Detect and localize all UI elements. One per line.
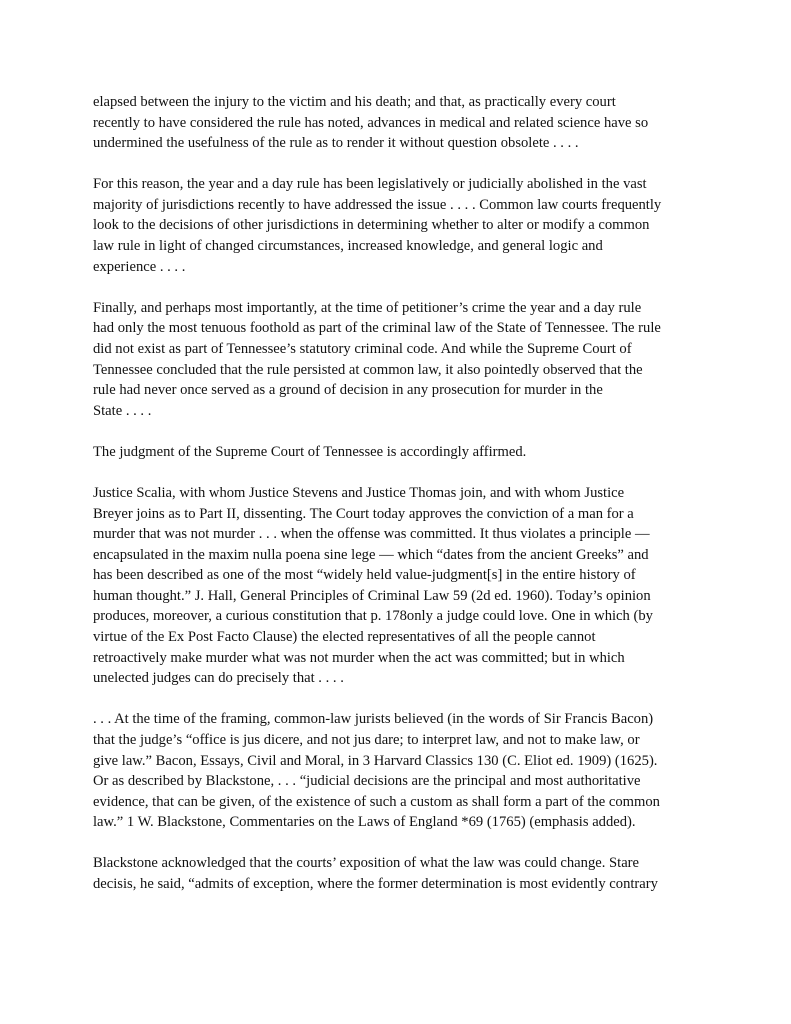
text-line: Tennessee concluded that the rule persisted at common law, it also pointedly observed that the bbox=[93, 361, 643, 378]
paragraph-dissent bbox=[93, 483, 705, 689]
text-line: undermined the usefulness of the rule as to render it without question obsolete . . . . bbox=[93, 135, 579, 152]
text-line: decisis, he said, “admits of exception, where the former determination is most evidently contrary bbox=[93, 876, 658, 892]
text-line: The judgment of the Supreme Court of Tennessee is accordingly affirmed. bbox=[93, 443, 527, 460]
text-line: law rule in light of changed circumstances, increased knowledge, and general logic and bbox=[93, 238, 603, 255]
text-line: rule had never once served as a ground of decision in any prosecution for murder in the bbox=[93, 382, 603, 399]
text-line: Blackstone acknowledged that the courts’ exposition of what the law was could change. Stare bbox=[93, 855, 640, 872]
text-line: look to the decisions of other jurisdictions in determining whether to alter or modify a common bbox=[93, 217, 650, 234]
text-line: Or as described by Blackstone, . . . “judicial decisions are the principal and most authoritative bbox=[93, 773, 641, 790]
text-line: Finally, and perhaps most importantly, at the time of petitioner’s crime the year and a day rule bbox=[93, 299, 642, 316]
text-line: . . . At the time of the framing, common-law jurists believed (in the words of Sir Francis Bacon) bbox=[93, 711, 654, 728]
text-line: encapsulated in the maxim nulla poena sine lege — which “dates from the ancient Greeks” and bbox=[93, 546, 649, 563]
text-line: give law.” Bacon, Essays, Civil and Moral, in 3 Harvard Classics 130 (C. Eliot ed. 1909) (1625). bbox=[93, 752, 658, 769]
paragraph-framing-jurists bbox=[93, 709, 705, 833]
text-line: For this reason, the year and a day rule has been legislatively or judicially abolished in the vast bbox=[93, 176, 647, 193]
paragraph-abolished bbox=[93, 174, 705, 277]
text-line: did not exist as part of Tennessee’s statutory criminal code. And while the Supreme Court of bbox=[93, 340, 632, 357]
text-line: Justice Scalia, with whom Justice Stevens and Justice Thomas join, and with whom Justice bbox=[93, 484, 625, 501]
paragraph-judgment-affirmed bbox=[93, 442, 705, 463]
text-line: evidence, that can be given, of the existence of such a custom as shall form a part of the common bbox=[93, 793, 660, 810]
text-line: virtue of the Ex Post Facto Clause) the elected representatives of all the people cannot bbox=[93, 629, 596, 646]
text-line: produces, moreover, a curious constitution that p. 178only a judge could love. One in which (by bbox=[93, 608, 653, 625]
document-page bbox=[93, 92, 705, 915]
text-line: elapsed between the injury to the victim and his death; and that, as practically every court bbox=[93, 94, 616, 110]
text-line: murder that was not murder . . . when the offense was committed. It thus violates a principle — bbox=[93, 526, 650, 543]
text-line: had only the most tenuous foothold as part of the criminal law of the State of Tennessee. The rule bbox=[93, 320, 661, 337]
text-line: experience . . . . bbox=[93, 258, 186, 275]
text-line: majority of jurisdictions recently to have addressed the issue . . . . Common law courts frequently bbox=[93, 196, 662, 213]
text-line: Breyer joins as to Part II, dissenting. The Court today approves the conviction of a man for a bbox=[93, 505, 634, 522]
text-line: unelected judges can do precisely that . . . . bbox=[93, 670, 344, 687]
paragraph-tenuous-foothold bbox=[93, 298, 705, 422]
paragraph-blackstone bbox=[93, 853, 705, 894]
paragraph-obsolete-rule bbox=[93, 92, 705, 154]
text-line: State . . . . bbox=[93, 402, 152, 419]
text-line: law.” 1 W. Blackstone, Commentaries on the Laws of England *69 (1765) (emphasis added). bbox=[93, 814, 636, 831]
text-line: has been described as one of the most “widely held value-judgment[s] in the entire history of bbox=[93, 567, 636, 584]
text-line: retroactively make murder what was not murder when the act was committed; but in which bbox=[93, 649, 625, 666]
text-line: that the judge’s “office is jus dicere, and not jus dare; to interpret law, and not to make law, or bbox=[93, 731, 640, 748]
text-line: recently to have considered the rule has noted, advances in medical and related science have so bbox=[93, 114, 649, 131]
text-line: human thought.” J. Hall, General Principles of Criminal Law 59 (2d ed. 1960). Today’s opinion bbox=[93, 587, 651, 604]
